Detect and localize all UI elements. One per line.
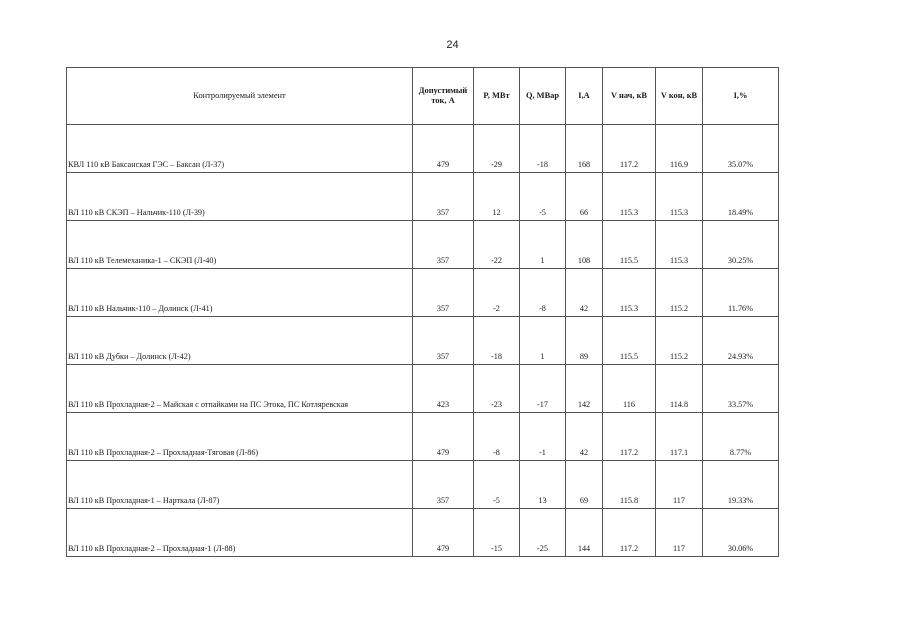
header-voltage-start: V нач, кВ — [603, 68, 656, 125]
cell-active-power: -22 — [474, 221, 520, 269]
cell-current: 168 — [566, 125, 603, 173]
table-header — [67, 68, 779, 125]
cell-current: 42 — [566, 413, 603, 461]
cell-current-percent: 30.06% — [703, 509, 779, 557]
cell-active-power: -2 — [474, 269, 520, 317]
cell-reactive-power: -1 — [520, 413, 566, 461]
cell-active-power: -18 — [474, 317, 520, 365]
cell-current-percent: 11.76% — [703, 269, 779, 317]
cell-voltage-end: 117.1 — [656, 413, 703, 461]
cell-controlled-element: ВЛ 110 кВ Телемеханика-1 – СКЭП (Л-40) — [67, 221, 413, 269]
cell-reactive-power: 1 — [520, 221, 566, 269]
cell-allowed-current: 357 — [413, 221, 474, 269]
cell-voltage-start: 117.2 — [603, 125, 656, 173]
header-voltage-end: V кон, кВ — [656, 68, 703, 125]
header-row — [67, 68, 779, 125]
cell-reactive-power: 13 — [520, 461, 566, 509]
cell-allowed-current: 357 — [413, 461, 474, 509]
cell-current: 142 — [566, 365, 603, 413]
cell-active-power: -8 — [474, 413, 520, 461]
cell-controlled-element: ВЛ 110 кВ Прохладная-2 – Майская с отпайками на ПС Этока, ПС Котляревская — [67, 365, 413, 413]
cell-current: 108 — [566, 221, 603, 269]
cell-controlled-element: ВЛ 110 кВ Прохладная-2 – Прохладная-1 (Л-88) — [67, 509, 413, 557]
cell-voltage-start: 115.5 — [603, 221, 656, 269]
table-row — [67, 317, 779, 365]
cell-allowed-current: 357 — [413, 317, 474, 365]
cell-current: 66 — [566, 173, 603, 221]
cell-voltage-start: 115.3 — [603, 269, 656, 317]
cell-controlled-element: ВЛ 110 кВ Прохладная-1 – Нарткала (Л-87) — [67, 461, 413, 509]
cell-voltage-start: 115.3 — [603, 173, 656, 221]
cell-current: 89 — [566, 317, 603, 365]
header-current-percent: I,% — [703, 68, 779, 125]
cell-current-percent: 18.49% — [703, 173, 779, 221]
cell-allowed-current: 479 — [413, 413, 474, 461]
cell-allowed-current: 357 — [413, 173, 474, 221]
cell-voltage-end: 115.2 — [656, 269, 703, 317]
cell-reactive-power: -25 — [520, 509, 566, 557]
header-current: I,A — [566, 68, 603, 125]
table-row — [67, 509, 779, 557]
header-active-power: P, МВт — [474, 68, 520, 125]
table-row — [67, 269, 779, 317]
cell-allowed-current: 479 — [413, 125, 474, 173]
table-body — [67, 125, 779, 557]
table-row — [67, 221, 779, 269]
table-row — [67, 461, 779, 509]
cell-voltage-start: 117.2 — [603, 413, 656, 461]
cell-voltage-end: 114.8 — [656, 365, 703, 413]
cell-current: 69 — [566, 461, 603, 509]
header-allowed-current: Допустимый ток, А — [413, 68, 474, 125]
cell-current: 144 — [566, 509, 603, 557]
cell-current-percent: 24.93% — [703, 317, 779, 365]
cell-current: 42 — [566, 269, 603, 317]
load-flow-table — [66, 67, 779, 557]
cell-reactive-power: -17 — [520, 365, 566, 413]
cell-voltage-end: 115.3 — [656, 221, 703, 269]
cell-reactive-power: -8 — [520, 269, 566, 317]
cell-voltage-end: 115.2 — [656, 317, 703, 365]
cell-allowed-current: 423 — [413, 365, 474, 413]
cell-controlled-element: ВЛ 110 кВ Прохладная-2 – Прохладная-Тяговая (Л-86) — [67, 413, 413, 461]
cell-current-percent: 19.33% — [703, 461, 779, 509]
table-row — [67, 413, 779, 461]
cell-voltage-start: 115.8 — [603, 461, 656, 509]
cell-voltage-end: 115.3 — [656, 173, 703, 221]
cell-voltage-start: 116 — [603, 365, 656, 413]
cell-active-power: -15 — [474, 509, 520, 557]
cell-active-power: 12 — [474, 173, 520, 221]
header-controlled-element: Контролируемый элемент — [67, 68, 413, 125]
cell-voltage-end: 117 — [656, 461, 703, 509]
cell-controlled-element: ВЛ 110 кВ Дубки – Долинск (Л-42) — [67, 317, 413, 365]
table-row — [67, 173, 779, 221]
table-row — [67, 125, 779, 173]
cell-allowed-current: 357 — [413, 269, 474, 317]
cell-current-percent: 35.07% — [703, 125, 779, 173]
cell-voltage-start: 115.5 — [603, 317, 656, 365]
page-number: 24 — [446, 39, 459, 51]
cell-active-power: -23 — [474, 365, 520, 413]
cell-current-percent: 30.25% — [703, 221, 779, 269]
cell-voltage-start: 117.2 — [603, 509, 656, 557]
cell-active-power: -29 — [474, 125, 520, 173]
cell-active-power: -5 — [474, 461, 520, 509]
cell-reactive-power: -5 — [520, 173, 566, 221]
cell-voltage-end: 117 — [656, 509, 703, 557]
cell-voltage-end: 116.9 — [656, 125, 703, 173]
cell-current-percent: 8.77% — [703, 413, 779, 461]
cell-controlled-element: ВЛ 110 кВ СКЭП – Нальчик-110 (Л-39) — [67, 173, 413, 221]
cell-reactive-power: 1 — [520, 317, 566, 365]
cell-allowed-current: 479 — [413, 509, 474, 557]
cell-controlled-element: ВЛ 110 кВ Нальчик-110 – Долинск (Л-41) — [67, 269, 413, 317]
header-reactive-power: Q, МВар — [520, 68, 566, 125]
table-row — [67, 365, 779, 413]
cell-reactive-power: -18 — [520, 125, 566, 173]
cell-current-percent: 33.57% — [703, 365, 779, 413]
cell-controlled-element: КВЛ 110 кВ Баксанская ГЭС – Баксан (Л-37) — [67, 125, 413, 173]
